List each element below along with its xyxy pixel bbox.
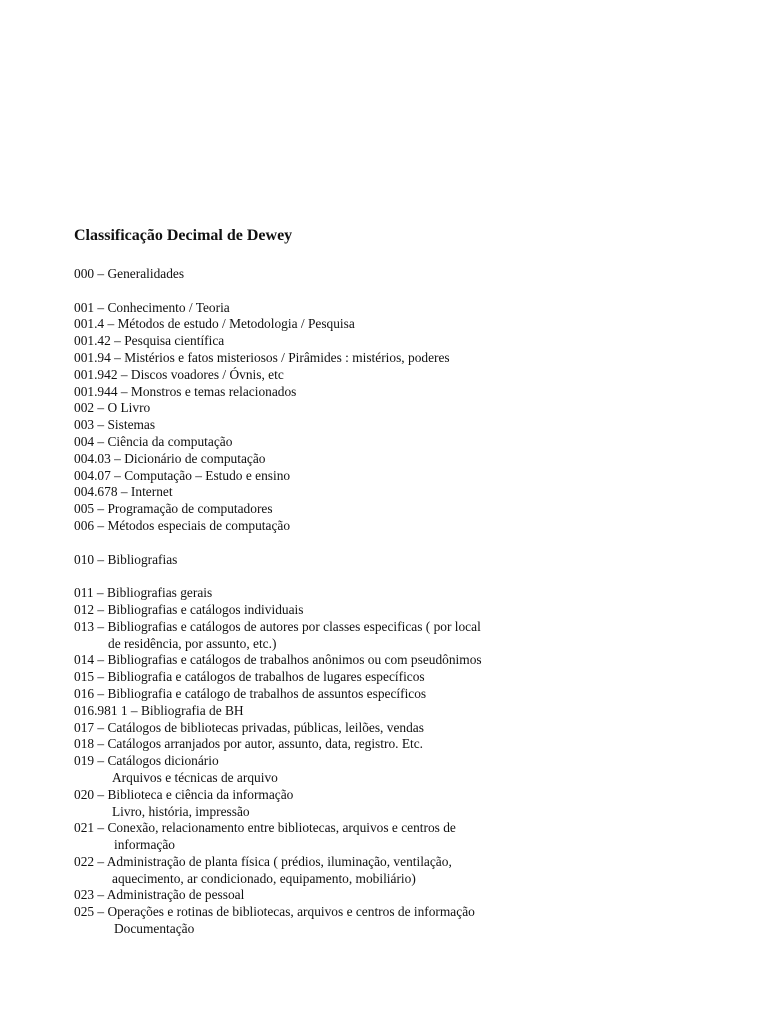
entry-continuation: Documentação	[114, 921, 195, 937]
document-title: Classificação Decimal de Dewey	[74, 227, 293, 244]
entry-text: 020 – Biblioteca e ciência da informação	[74, 786, 294, 802]
document-page	[74, 226, 734, 938]
class-entry-017: 017 – Catálogos de bibliotecas privadas, públicas, leilões, vendas	[74, 719, 424, 735]
entry-text: 025 – Operações e rotinas de bibliotecas, arquivos e centros de informação	[74, 904, 475, 920]
class-entry-011: 011 – Bibliografias gerais	[74, 585, 213, 601]
class-entry-001-4: 001.4 – Métodos de estudo / Metodologia / Pesquisa	[74, 316, 355, 332]
entry-text: 022 – Administração de planta física ( prédios, iluminação, ventilação,	[74, 853, 452, 869]
entry-text: 021 – Conexão, relacionamento entre bibliotecas, arquivos e centros de	[74, 820, 456, 836]
class-entry-001-942: 001.942 – Discos voadores / Óvnis, etc	[74, 366, 284, 382]
class-entry-001-944: 001.944 – Monstros e temas relacionados	[74, 383, 297, 399]
class-entry-022	[74, 854, 734, 888]
class-entry-014: 014 – Bibliografias e catálogos de trabalhos anônimos ou com pseudônimos	[74, 652, 482, 668]
class-entry-018: 018 – Catálogos arranjados por autor, assunto, data, registro. Etc.	[74, 736, 424, 752]
class-entry-004: 004 – Ciência da computação	[74, 433, 233, 449]
class-entry-006: 006 – Métodos especiais de computação	[74, 517, 291, 533]
class-entry-001: 001 – Conhecimento / Teoria	[74, 299, 230, 315]
entry-continuation: de residência, por assunto, etc.)	[108, 635, 277, 651]
entry-text: 019 – Catálogos dicionário	[74, 753, 219, 769]
class-entry-001-94: 001.94 – Mistérios e fatos misteriosos / Pirâmides : mistérios, poderes	[74, 349, 450, 365]
class-entry-021	[74, 820, 734, 854]
class-entry-015: 015 – Bibliografia e catálogos de trabalhos de lugares específicos	[74, 669, 425, 685]
class-entry-012: 012 – Bibliografias e catálogos individuais	[74, 601, 304, 617]
class-entry-001-42: 001.42 – Pesquisa científica	[74, 333, 225, 349]
entry-continuation: Arquivos e técnicas de arquivo	[112, 769, 278, 785]
entry-continuation: aquecimento, ar condicionado, equipamento, mobiliário)	[112, 870, 416, 886]
entry-continuation: Livro, história, impressão	[112, 803, 250, 819]
class-entry-002: 002 – O Livro	[74, 400, 151, 416]
class-entry-004-03: 004.03 – Dicionário de computação	[74, 450, 266, 466]
class-entry-025	[74, 904, 734, 938]
class-entry-020	[74, 787, 734, 821]
class-entry-016: 016 – Bibliografia e catálogo de trabalhos de assuntos específicos	[74, 685, 427, 701]
class-entry-004-678: 004.678 – Internet	[74, 484, 173, 500]
class-entry-010: 010 – Bibliografias	[74, 551, 178, 567]
class-entry-000: 000 – Generalidades	[74, 266, 185, 281]
entry-text: 013 – Bibliografias e catálogos de autores por classes especificas ( por local	[74, 618, 481, 634]
class-entry-013	[74, 619, 734, 653]
entry-continuation: informação	[114, 837, 175, 853]
class-entry-023: 023 – Administração de pessoal	[74, 887, 245, 903]
class-entry-004-07: 004.07 – Computação – Estudo e ensino	[74, 467, 291, 483]
class-entry-005: 005 – Programação de computadores	[74, 501, 273, 517]
class-entry-016-981-1: 016.981 1 – Bibliografia de BH	[74, 702, 244, 718]
class-entry-003: 003 – Sistemas	[74, 417, 156, 433]
class-entry-019	[74, 753, 734, 787]
